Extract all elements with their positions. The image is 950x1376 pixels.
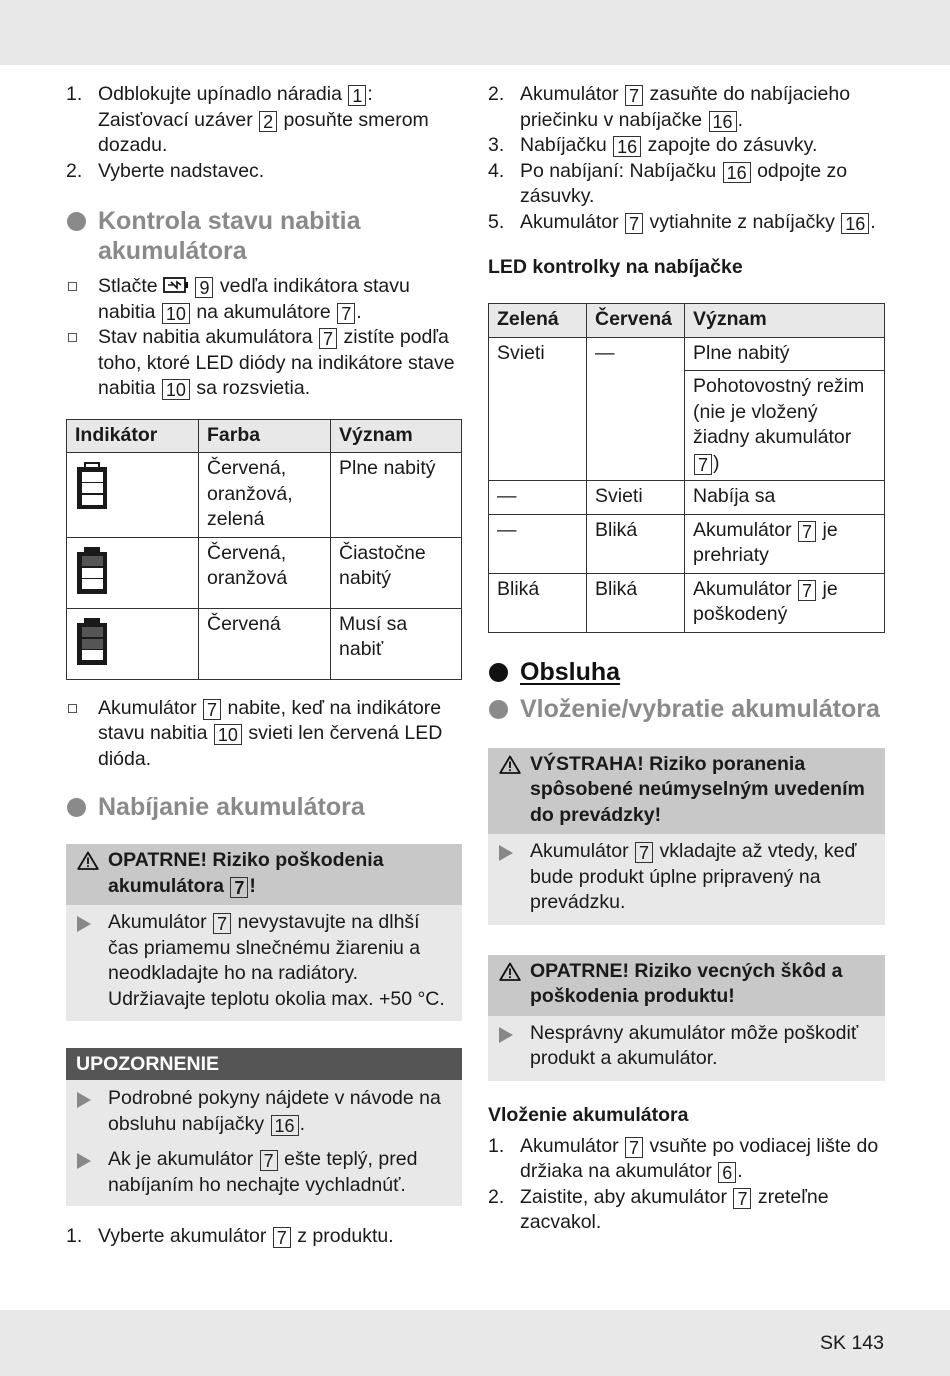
table-header: Farba xyxy=(199,419,331,453)
note-item: Ak je akumulátor 7 ešte teplý, pred nabíjaním ho nechajte vychladnúť. xyxy=(66,1137,462,1198)
reference-number: 16 xyxy=(271,1115,299,1136)
arrow-right-icon xyxy=(77,916,91,932)
reference-number: 16 xyxy=(723,162,751,183)
reference-number: 1 xyxy=(348,85,366,106)
reference-number: 7 xyxy=(625,1137,643,1158)
right-column xyxy=(488,82,885,1236)
caution-item: Nesprávny akumulátor môže poškodiť produkt a akumulátor. xyxy=(488,1016,885,1075)
list-item: 4. Po nabíjaní: Nabíjačku 16 odpojte zo zásuvky. xyxy=(488,159,848,207)
warning-box xyxy=(488,748,885,925)
note-box xyxy=(66,1048,462,1206)
section-heading-charge-status: Kontrola stavu nabitia akumulátora xyxy=(66,206,462,266)
bullet-dot-icon xyxy=(489,700,508,719)
battery-check-icon xyxy=(163,275,189,297)
caution-heading: OPATRNE! Riziko vecných škôd a poškodenia produktu! xyxy=(488,955,885,1016)
battery-cell xyxy=(82,639,103,649)
list-item: 1. Akumulátor 7 vsuňte po vodiacej lište do držiaka na akumulátor 6 . xyxy=(488,1134,879,1183)
table-row: — Bliká Akumulátor 7 je prehriaty xyxy=(489,514,885,573)
insert-steps xyxy=(488,1134,885,1236)
reference-number: 7 xyxy=(733,1188,751,1209)
reference-number: 7 xyxy=(273,1227,291,1248)
battery-cell xyxy=(82,556,103,566)
reference-number: 10 xyxy=(214,724,242,745)
header-band xyxy=(0,0,950,65)
checkbox-square-icon xyxy=(68,333,77,342)
left-column xyxy=(66,82,462,1250)
reference-number: 16 xyxy=(613,136,641,157)
list-item: 3. Nabíjačku 16 zapojte do zásuvky. xyxy=(488,134,818,157)
battery-partial-icon xyxy=(77,547,107,594)
reference-number: 2 xyxy=(259,111,277,132)
table-header: Červená xyxy=(587,304,685,338)
battery-full-icon xyxy=(77,462,107,509)
table-row: Červená, oranžová Čiastočne nabitý xyxy=(67,537,462,608)
warning-item: Akumulátor 7 vkladajte až vtedy, keď bude produkt úplne pripravený na prevádzku. xyxy=(488,834,885,919)
section-heading-insert-remove: Vloženie/vybratie akumulátora xyxy=(488,694,885,724)
page-number: SK 143 xyxy=(820,1332,884,1354)
step-text: Vyberte nadstavec. xyxy=(98,159,265,182)
charging-steps xyxy=(66,1224,462,1250)
battery-cell xyxy=(82,472,103,482)
battery-low-icon xyxy=(77,618,107,665)
warning-triangle-icon xyxy=(499,962,521,981)
step-number: 2. xyxy=(66,159,83,182)
table-header: Význam xyxy=(685,304,885,338)
reference-number: 7 xyxy=(230,877,248,898)
table-row: Červená Musí sa nabiť xyxy=(67,608,462,679)
arrow-right-icon xyxy=(499,1027,513,1043)
table-header: Zelená xyxy=(489,304,587,338)
battery-cell xyxy=(82,495,103,505)
reference-number: 7 xyxy=(635,842,653,863)
led-table xyxy=(488,303,885,633)
bullet-dot-icon xyxy=(67,212,86,231)
arrow-right-icon xyxy=(77,1092,91,1108)
list-item: 2. Zaistite, aby akumulátor 7 zreteľne zacvakol. xyxy=(488,1185,829,1233)
reference-number: 7 xyxy=(625,213,643,234)
table-header: Indikátor xyxy=(67,419,199,453)
reference-number: 16 xyxy=(709,111,737,132)
battery-cell xyxy=(82,483,103,493)
charging-steps-continued xyxy=(488,82,885,235)
reference-number: 7 xyxy=(213,913,231,934)
reference-number: 16 xyxy=(841,213,869,234)
arrow-right-icon xyxy=(77,1153,91,1169)
reference-number: 6 xyxy=(718,1162,736,1183)
footer-band xyxy=(0,1310,950,1376)
table-row: Pohotovostný režim (nie je vložený žiadny akumulátor 7 ) xyxy=(489,371,885,481)
check-list xyxy=(66,696,462,773)
caution-box xyxy=(488,955,885,1081)
list-item xyxy=(66,159,462,185)
checkbox-square-icon xyxy=(68,282,77,291)
reference-number: 7 xyxy=(260,1150,278,1171)
caution-box xyxy=(66,844,462,1021)
step-text: Odblokujte upínadlo náradia 1 : Zaisťovací uzáver 2 posuňte smerom dozadu. xyxy=(98,83,429,156)
battery-cell xyxy=(82,568,103,578)
warning-triangle-icon xyxy=(499,755,521,774)
reference-number: 10 xyxy=(162,303,190,324)
indicator-table xyxy=(66,419,462,680)
reference-number: 10 xyxy=(162,379,190,400)
reference-number: 9 xyxy=(195,277,213,298)
note-item: Podrobné pokyny nájdete v návode na obsluhu nabíjačky 16 . xyxy=(66,1080,462,1137)
caution-heading: OPATRNE! Riziko poškodenia akumulátora 7 ! xyxy=(66,844,462,905)
table-row: Svieti — Plne nabitý xyxy=(489,337,885,371)
list-item: 5. Akumulátor 7 vytiahnite z nabíjačky 16 . xyxy=(488,210,876,234)
led-table-title: LED kontrolky na nabíjačke xyxy=(488,256,743,278)
table-row: Bliká Bliká Akumulátor 7 je poškodený xyxy=(489,573,885,632)
arrow-right-icon xyxy=(499,845,513,861)
list-item: Stlačte 9 vedľa indikátora stavu nabitia 10 na akumulátore 7 . xyxy=(66,274,462,325)
list-item: 1. Vyberte akumulátor 7 z produktu. xyxy=(66,1225,394,1248)
battery-cell xyxy=(82,650,103,660)
battery-cell xyxy=(82,579,103,589)
reference-number: 7 xyxy=(694,454,712,475)
list-item: Akumulátor 7 nabite, keď na indikátore stavu nabitia 10 svieti len červená LED dióda. xyxy=(66,696,462,773)
intro-steps xyxy=(66,82,462,184)
table-row: — Svieti Nabíja sa xyxy=(489,481,885,515)
check-list xyxy=(66,274,462,402)
checkbox-square-icon xyxy=(68,704,77,713)
reference-number: 7 xyxy=(337,303,355,324)
warning-triangle-icon xyxy=(77,851,99,870)
battery-cell xyxy=(82,627,103,637)
list-item: Stav nabitia akumulátora 7 zistíte podľa toho, ktoré LED diódy na indikátore stave nabitia 10 sa rozsvietia. xyxy=(66,325,462,402)
reference-number: 7 xyxy=(798,521,816,542)
step-number: 1. xyxy=(66,83,83,105)
insert-title: Vloženie akumulátora xyxy=(488,1103,689,1126)
section-heading-charging: Nabíjanie akumulátora xyxy=(66,792,462,822)
section-heading-operation: Obsluha xyxy=(488,657,885,687)
table-row: Červená, oranžová, zelená Plne nabitý xyxy=(67,453,462,538)
bullet-dot-icon xyxy=(67,798,86,817)
list-item xyxy=(66,82,462,159)
bullet-dot-icon xyxy=(489,663,508,682)
reference-number: 7 xyxy=(203,699,221,720)
reference-number: 7 xyxy=(798,580,816,601)
step-number: 1. xyxy=(66,1225,83,1247)
reference-number: 7 xyxy=(625,85,643,106)
warning-heading: VÝSTRAHA! Riziko poranenia spôsobené neúmyselným uvedením do prevádzky! xyxy=(488,748,885,835)
caution-item: Akumulátor 7 nevystavujte na dlhší čas priamemu slnečnému žiareniu a neodkladajte ho na radiátory. Udržiavajte teplotu okolia max. +50 °C. xyxy=(66,905,462,1015)
note-heading: UPOZORNENIE xyxy=(66,1048,462,1080)
reference-number: 7 xyxy=(319,328,337,349)
list-item: 2. Akumulátor 7 zasuňte do nabíjacieho priečinku v nabíjačke 16 . xyxy=(488,83,851,132)
table-header: Význam xyxy=(331,419,462,453)
